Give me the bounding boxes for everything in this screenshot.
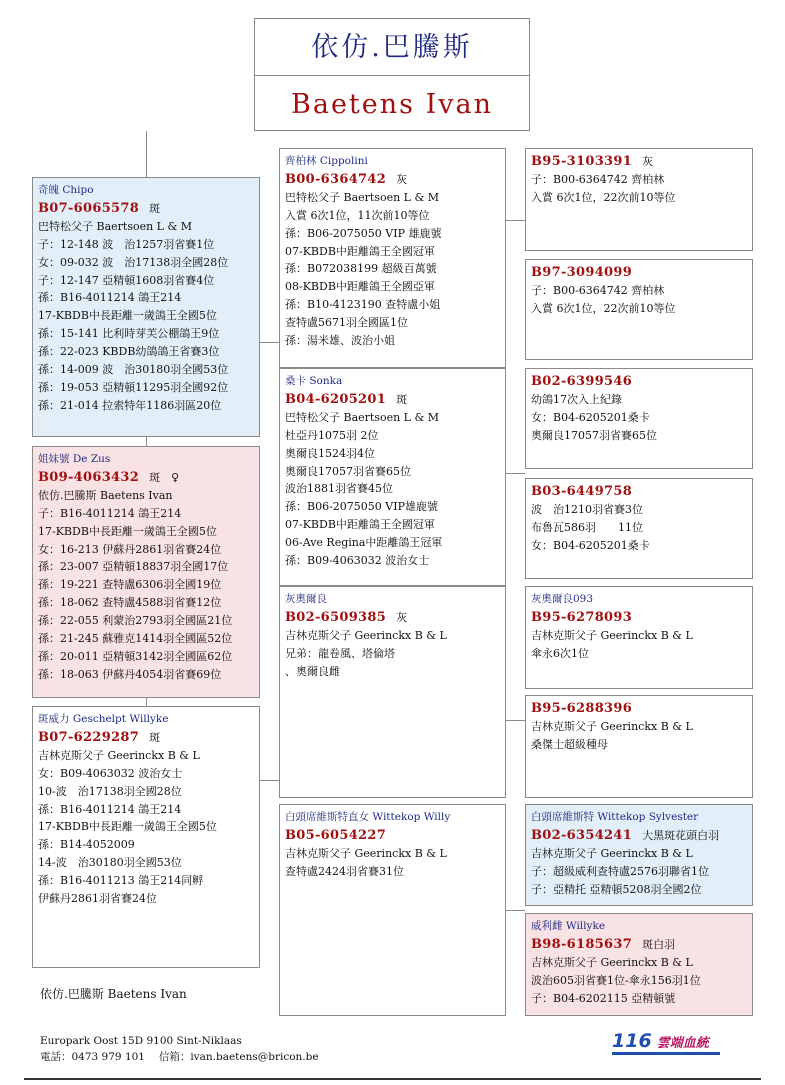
contact-block bbox=[40, 1033, 319, 1065]
pedigree-line: 女：09-032 波 治17138羽全國28位 bbox=[38, 255, 229, 269]
ring-row bbox=[531, 373, 752, 391]
ring-number: B95-6278093 bbox=[531, 609, 633, 625]
feather-color: 灰 bbox=[642, 155, 654, 168]
ring-number: B07-6229287 bbox=[38, 729, 140, 745]
ring-number: B07-6065578 bbox=[38, 200, 140, 216]
pedigree-line: 子：B00-6364742 齊柏林 bbox=[531, 172, 665, 186]
ring-number: B00-6364742 bbox=[285, 171, 387, 187]
ring-row bbox=[531, 153, 752, 171]
pedigree-line: 吉林克斯父子 Geerinckx B & L bbox=[285, 846, 447, 860]
ring-number: B98-6185637 bbox=[531, 936, 633, 952]
ring-number: B95-6288396 bbox=[531, 701, 633, 716]
title-box bbox=[254, 18, 530, 131]
pedigree-line: 孫：22-055 利蒙治2793羽全國區21位 bbox=[38, 614, 233, 628]
pedigree-line: 08-KBDB中距離鴿王全國亞軍 bbox=[285, 280, 435, 294]
dam-card bbox=[32, 706, 260, 968]
logo-underline bbox=[612, 1052, 720, 1055]
owner-title-chinese: 依仿.巴騰斯 bbox=[255, 19, 529, 76]
pedigree-line: 巴特松父子 Baertsoen L & M bbox=[285, 410, 440, 424]
ring-row bbox=[531, 483, 752, 501]
pigeon-name: 灰奧爾良093 bbox=[531, 593, 594, 605]
sire-sister-card bbox=[32, 446, 260, 698]
pedigree-line: 吉林克斯父子 Geerinckx B & L bbox=[531, 628, 693, 642]
ring-number: B02-6354241 bbox=[531, 827, 633, 843]
pedigree-line: 14-波 治30180羽全國53位 bbox=[38, 856, 182, 870]
sire-sire-dam-card bbox=[525, 259, 753, 360]
ring-number: B04-6205201 bbox=[285, 391, 387, 407]
pigeon-name: 白頭席維斯特 Wittekop Sylvester bbox=[531, 811, 699, 823]
pedigree-line: 孫：19-053 亞精頓11295羽全國92位 bbox=[38, 380, 229, 394]
ring-row bbox=[285, 171, 505, 189]
feather-color: 斑 bbox=[396, 392, 408, 406]
dam-sire-dam-card bbox=[525, 695, 753, 798]
dam-dam-sire-card bbox=[525, 804, 753, 906]
pedigree-line: 孫：20-011 亞精頓3142羽全國區62位 bbox=[38, 649, 233, 663]
pedigree-line: 子：12-148 波 治1257羽省賽1位 bbox=[38, 237, 215, 251]
ring-number: B97-3094099 bbox=[531, 265, 633, 280]
pedigree-line: 孫：14-009 波 治30180羽全國53位 bbox=[38, 363, 229, 377]
ring-row bbox=[38, 729, 259, 747]
ring-number: B95-3103391 bbox=[531, 154, 633, 169]
ring-row bbox=[285, 391, 505, 409]
pigeon-name: 桑卡 Sonka bbox=[285, 375, 343, 387]
pedigree-line: 子：B00-6364742 齊柏林 bbox=[531, 283, 665, 297]
connector-line bbox=[146, 437, 147, 446]
pedigree-line: 17-KBDB中長距離一歲鴿王全國5位 bbox=[38, 820, 217, 834]
pedigree-line: 入賞 6次1位，22次前10等位 bbox=[531, 190, 676, 204]
ring-number: B02-6399546 bbox=[531, 374, 633, 389]
sire-dam-sire-card bbox=[525, 368, 753, 469]
pedigree-line: 查特盧5671羽全國區1位 bbox=[285, 316, 408, 330]
ring-row bbox=[38, 469, 259, 487]
dam-dam-dam-card bbox=[525, 913, 753, 1016]
pedigree-line: 子：亞精托 亞精頓5208羽全國2位 bbox=[531, 882, 702, 896]
pedigree-line: 布魯瓦586羽 11位 bbox=[531, 520, 643, 534]
pedigree-line: 06-Ave Regina中距離鴿王冠軍 bbox=[285, 536, 443, 550]
pedigree-line: 10-波 治17138羽全國28位 bbox=[38, 784, 182, 798]
pedigree-line: 孫：B09-4063032 波治女士 bbox=[285, 554, 430, 568]
pedigree-line: 兄弟：龍卷風、塔倫塔 bbox=[285, 646, 395, 660]
pedigree-line: 吉林克斯父子 Geerinckx B & L bbox=[285, 628, 447, 642]
pedigree-line: 杜亞丹1075羽 2位 bbox=[285, 428, 379, 442]
pedigree-line: 孫：22-023 KBDB幼鴿鴿王省賽3位 bbox=[38, 345, 220, 359]
pedigree-line: 孫：21-014 拉索特年1186羽區20位 bbox=[38, 398, 222, 412]
ring-row bbox=[38, 200, 259, 218]
ring-row bbox=[531, 700, 752, 718]
pedigree-line: 依仿.巴騰斯 Baetens Ivan bbox=[38, 488, 173, 502]
pedigree-line: 桑傑士超級種母 bbox=[531, 737, 608, 751]
pedigree-line: 女：16-213 伊蘇丹2861羽省賽24位 bbox=[38, 542, 222, 556]
bottom-rule bbox=[24, 1078, 761, 1080]
connector-line bbox=[505, 220, 525, 221]
sire-sire-sire-card bbox=[525, 148, 753, 251]
pedigree-line: 傘永6次1位 bbox=[531, 646, 589, 660]
pedigree-line: 17-KBDB中長距離一歲鴿王全國5位 bbox=[38, 524, 217, 538]
sire-sire-card bbox=[279, 148, 506, 368]
connector-line bbox=[146, 131, 147, 177]
pedigree-line: 孫：18-063 伊蘇丹4054羽省賽69位 bbox=[38, 667, 222, 681]
pedigree-line: 吉林克斯父子 Geerinckx B & L bbox=[38, 748, 200, 762]
pigeon-name: 姐妹號 De Zus bbox=[38, 453, 111, 465]
pedigree-line: 孫：23-007 亞精頓18837羽全國17位 bbox=[38, 560, 229, 574]
pedigree-line: 入賞 6次1位，22次前10等位 bbox=[531, 301, 676, 315]
ring-number: B03-6449758 bbox=[531, 484, 633, 499]
pedigree-line: 子：12-147 亞精頓1608羽省賽4位 bbox=[38, 273, 215, 287]
pedigree-line: 子：B16-4011214 鴿王214 bbox=[38, 506, 182, 520]
pedigree-line: 子：超級威利查特盧2576羽聯省1位 bbox=[531, 864, 709, 878]
ring-row bbox=[531, 827, 752, 845]
pedigree-line: 入賞 6次1位，11次前10等位 bbox=[285, 208, 430, 222]
pedigree-line: 奧爾良1524羽4位 bbox=[285, 446, 375, 460]
feather-color: 灰 bbox=[396, 172, 408, 186]
ring-row bbox=[531, 609, 752, 627]
pedigree-line: 吉林克斯父子 Geerinckx B & L bbox=[531, 846, 693, 860]
feather-color: 灰 bbox=[396, 610, 408, 624]
feather-color: 斑白羽 bbox=[642, 937, 676, 951]
ring-number: B09-4063432 bbox=[38, 469, 140, 485]
logo-text: 雲端血統 bbox=[656, 1036, 709, 1051]
pedigree-line: 17-KBDB中長距離一歲鴿王全國5位 bbox=[38, 309, 217, 323]
pedigree-line: 孫：21-245 蘇雅克1414羽全國區52位 bbox=[38, 632, 233, 646]
ring-row bbox=[531, 264, 752, 282]
pedigree-line: 女：B09-4063032 波治女士 bbox=[38, 766, 183, 780]
connector-line bbox=[505, 720, 525, 721]
ring-row bbox=[285, 827, 505, 845]
ring-row bbox=[285, 609, 505, 627]
pedigree-line: 幼鴿17次入上紀錄 bbox=[531, 392, 622, 406]
sire-dam-card bbox=[279, 368, 506, 586]
owner-title-english: Baetens Ivan bbox=[291, 89, 493, 120]
feather-color: 大黑斑花頭白羽 bbox=[642, 828, 720, 842]
pedigree-line: 波治605羽省賽1位-傘永156羽1位 bbox=[531, 973, 701, 987]
ring-number: B02-6509385 bbox=[285, 609, 387, 625]
pedigree-line: 子：B04-6202115 亞精頓號 bbox=[531, 991, 676, 1005]
pedigree-line: 巴特松父子 Baertsoen L & M bbox=[285, 190, 440, 204]
connector-line bbox=[146, 698, 147, 706]
pedigree-line: 孫：B06-2075050 VIP雄鹿號 bbox=[285, 500, 438, 514]
owner-name: 依仿.巴騰斯 Baetens Ivan bbox=[40, 987, 187, 1001]
dam-sire-card bbox=[279, 586, 506, 798]
pigeon-name: 斑威力 Geschelpt Willyke bbox=[38, 713, 169, 725]
dam-dam-card bbox=[279, 804, 506, 1016]
pigeon-name: 白頭席維斯特直女 Wittekop Willy bbox=[285, 811, 451, 823]
sire-dam-dam-card bbox=[525, 478, 753, 579]
ring-row bbox=[531, 936, 752, 954]
pedigree-line: 孫：B14-4052009 bbox=[38, 838, 135, 852]
sire-card bbox=[32, 177, 260, 437]
pedigree-line: 孫：15-141 比利時芽芙公棚鴿王9位 bbox=[38, 327, 220, 341]
address-line: Europark Oost 15D 9100 Sint-Niklaas bbox=[40, 1035, 242, 1047]
pedigree-line: 伊蘇丹2861羽省賽24位 bbox=[38, 892, 157, 906]
pedigree-line: 07-KBDB中距離鴿王全國冠軍 bbox=[285, 518, 435, 532]
logo-number: 116 bbox=[612, 1030, 652, 1052]
pigeon-name: 灰奧爾良 bbox=[285, 593, 327, 605]
pedigree-line: 查特盧2424羽省賽31位 bbox=[285, 864, 404, 878]
pedigree-line: 波治1881羽省賽45位 bbox=[285, 482, 393, 496]
pedigree-line: 孫：湯米雄、波治小姐 bbox=[285, 334, 395, 348]
pedigree-line: 波 治1210羽省賽3位 bbox=[531, 502, 643, 516]
connector-line bbox=[505, 910, 525, 911]
pigeon-name: 齊柏林 Cippolini bbox=[285, 155, 368, 167]
feather-color: 斑 bbox=[149, 201, 161, 215]
pedigree-line: 孫：B10-4123190 查特盧小姐 bbox=[285, 298, 441, 312]
ring-number: B05-6054227 bbox=[285, 827, 387, 843]
pedigree-line: 07-KBDB中距離鴿王全國冠軍 bbox=[285, 244, 435, 258]
pedigree-line: 吉林克斯父子 Geerinckx B & L bbox=[531, 955, 693, 969]
pedigree-line: 、奧爾良雌 bbox=[285, 664, 340, 678]
pedigree-line: 孫：19-221 查特盧6306羽全國19位 bbox=[38, 578, 222, 592]
pedigree-line: 奧爾良17057羽省賽65位 bbox=[285, 464, 411, 478]
pedigree-line: 孫：18-062 查特盧4588羽省賽12位 bbox=[38, 596, 222, 610]
pigeon-name: 威利雌 Willyke bbox=[531, 920, 606, 932]
connector-line bbox=[505, 473, 525, 474]
pedigree-line: 孫：B072038199 超級百萬號 bbox=[285, 262, 437, 276]
pedigree-line: 奧爾良17057羽省賽65位 bbox=[531, 428, 657, 442]
pedigree-line: 孫：B16-4011214 鴿王214 bbox=[38, 802, 182, 816]
feather-color: 斑 ♀ bbox=[149, 470, 180, 484]
connector-line bbox=[259, 780, 280, 781]
pedigree-line: 女：B04-6205201桑卡 bbox=[531, 538, 650, 552]
pedigree-line: 巴特松父子 Baertsoen L & M bbox=[38, 219, 193, 233]
pigeon-name: 奇魄 Chipo bbox=[38, 184, 94, 196]
pedigree-line: 孫：B16-4011214 鴿王214 bbox=[38, 291, 182, 305]
pedigree-line: 孫：B16-4011213 鴿王214同孵 bbox=[38, 874, 204, 888]
brand-logo bbox=[612, 1030, 709, 1052]
pedigree-line: 吉林克斯父子 Geerinckx B & L bbox=[531, 719, 693, 733]
pedigree-line: 女：B04-6205201桑卡 bbox=[531, 410, 650, 424]
contact-line: 電話：0473 979 101 信箱：ivan.baetens@bricon.be bbox=[40, 1051, 319, 1063]
pedigree-line: 孫：B06-2075050 VIP 雄鹿號 bbox=[285, 226, 442, 240]
dam-sire-sire-card bbox=[525, 586, 753, 689]
connector-line bbox=[259, 342, 280, 343]
feather-color: 斑 bbox=[149, 730, 161, 744]
